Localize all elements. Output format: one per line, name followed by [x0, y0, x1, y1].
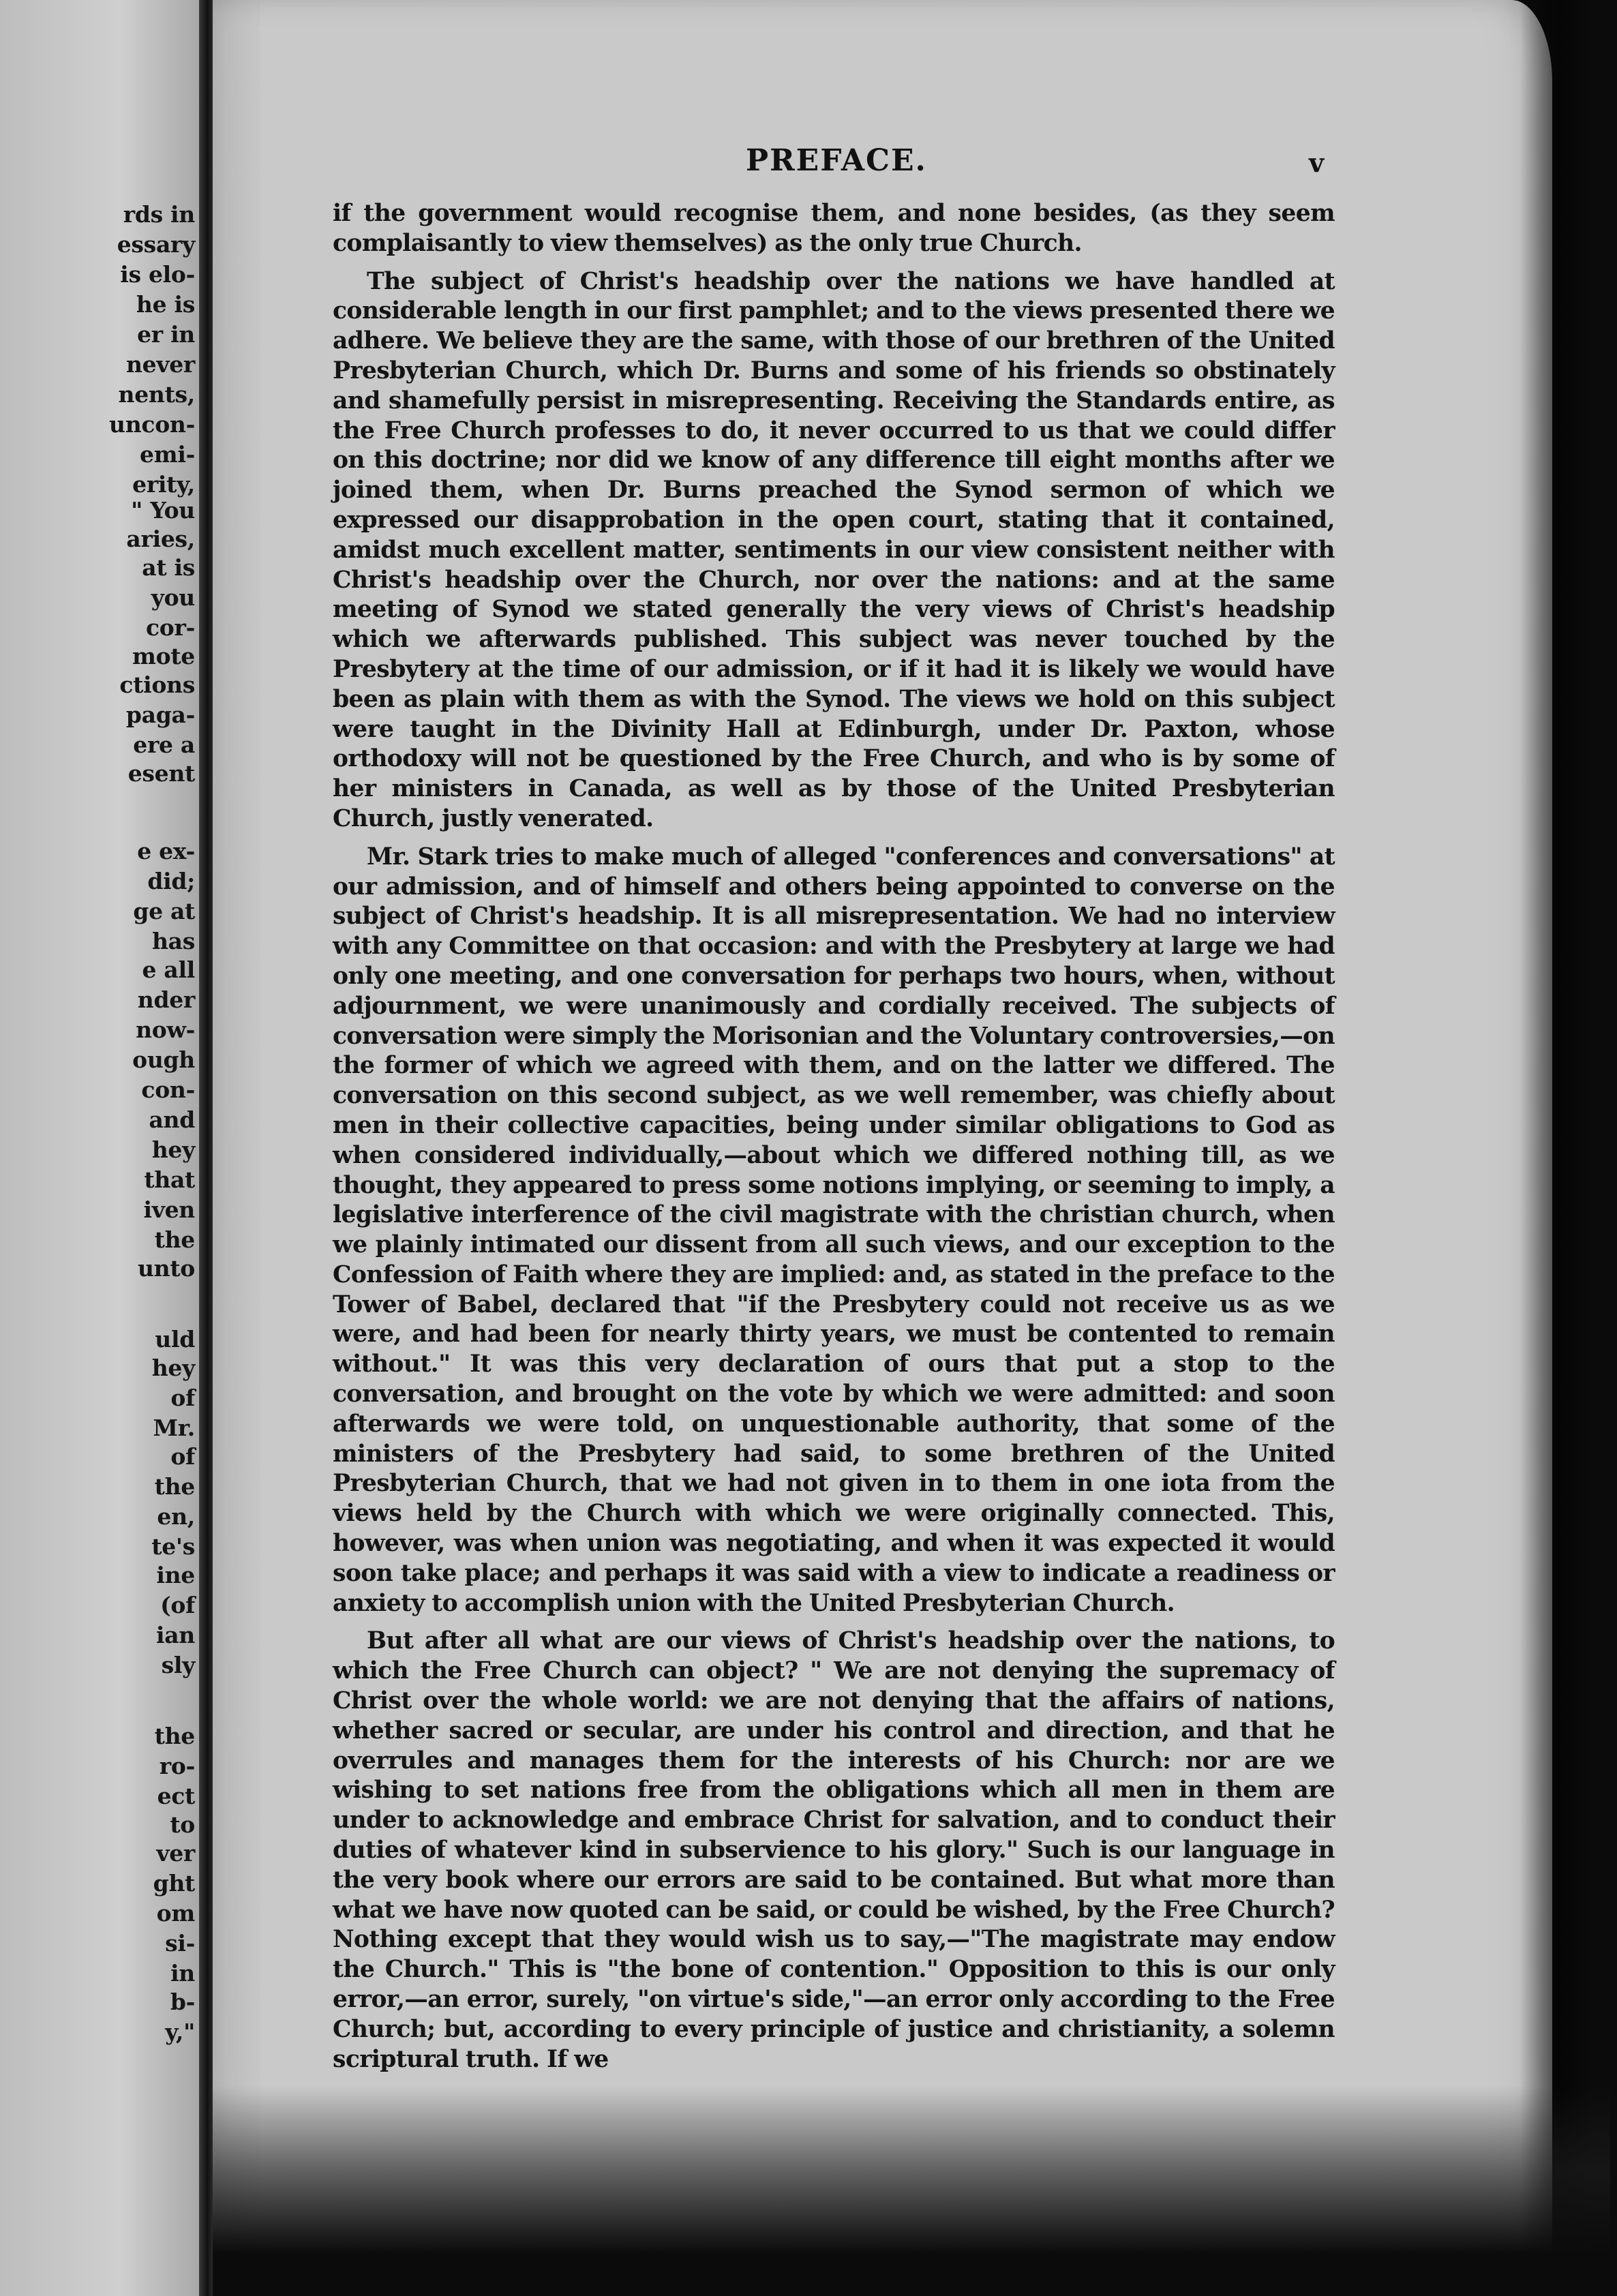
- previous-page-fragment: ere a: [133, 731, 195, 758]
- running-head: PREFACE.: [746, 143, 927, 178]
- paragraph: But after all what are our views of Christ's headship over the nations, to which the Free Church can object? " We are not denying the supremacy of Christ over the whole world: we are not denying that the affairs of nations, whether sacred or secular, are under his control and direction, and that he overrules and manages them for the interests of his Church: nor are we wishing to set nations free from the obligations which all men in them are under to acknowledge and embrace Christ for salvation, and to conduct their duties of whatever kind in subservience to his glory." Such is our language in the very book where our errors are said to be contained. But what more than what we have now quoted can be said, or could be wished, by the Free Church? Nothing except that they would wish us to say,—"The magistrate may endow the Church." This is "the bone of contention." Opposition to this is our only error,—an error, surely, "on virtue's side,"—an error only according to the Free Church; but, according to every principle of justice and christianity, a solemn scriptural truth. If we: [333, 1627, 1335, 2073]
- previous-page-fragment: hey: [151, 1355, 195, 1381]
- previous-page-fragment: er in: [137, 321, 195, 348]
- book-gutter: [199, 0, 213, 2296]
- previous-page-fragment: paga-: [125, 701, 195, 728]
- previous-page-fragment: te's: [151, 1533, 195, 1560]
- previous-page-fragment: ine: [156, 1562, 195, 1588]
- previous-page-fragment: e ex-: [137, 838, 195, 864]
- previous-page-fragment: the: [154, 1226, 195, 1253]
- previous-page-fragment: ro-: [159, 1753, 195, 1779]
- previous-page-fragment: con-: [141, 1076, 195, 1103]
- previous-page-fragment: rds in: [123, 201, 195, 228]
- previous-page-fragment: hey: [151, 1136, 195, 1163]
- previous-page-fragment: " You: [131, 497, 195, 524]
- previous-page-fragment: ge at: [133, 898, 195, 924]
- previous-page-fragment: is elo-: [120, 261, 195, 288]
- previous-page-fragment: uld: [155, 1326, 195, 1353]
- previous-page-fragment: en,: [157, 1503, 195, 1530]
- previous-page-text-fragments: [0, 0, 199, 2296]
- previous-page-fragment: cor-: [146, 614, 195, 641]
- previous-page-fragment: uncon-: [109, 411, 195, 438]
- previous-page-fragment: never: [125, 351, 195, 378]
- previous-page-fragment: e all: [142, 956, 195, 983]
- previous-page-fragment: (of: [160, 1592, 195, 1618]
- previous-page-fragment: aries,: [126, 526, 195, 552]
- previous-page-fragment: emi-: [140, 441, 195, 468]
- previous-page-fragment: ough: [132, 1046, 195, 1073]
- previous-page-fragment: nents,: [118, 381, 195, 408]
- previous-page-fragment: sly: [161, 1652, 195, 1678]
- previous-page-fragment: you: [151, 584, 195, 611]
- previous-page-fragment: ver: [156, 1840, 195, 1867]
- previous-page-fragment: si-: [165, 1930, 195, 1957]
- previous-page-fragment: mote: [132, 643, 195, 669]
- previous-page-fragment: has: [151, 928, 195, 954]
- previous-page-fragment: he is: [136, 291, 195, 318]
- paragraph: Mr. Stark tries to make much of alleged "conferences and conversations" at our admission, and of himself and others being appointed to converse on the subject of Christ's headship. It is all misrepresentation. We had no interview with any Committee on that occasion: and with the Presbytery at large we had only one meeting, and one conversation for perhaps two hours, when, without adjournment, we were unanimously and cordially received. The subjects of conversation were simply the Morisonian and the Voluntary controversies,—on the former of which we agreed with them, and on the latter we differed. The conversation on this second subject, as we well remember, was chiefly about men in their collective capacities, being under similar obligations to God as when considered individually,—about which we differed nothing till, as we thought, they appeared to press some notions implying, or seeming to imply, a legislative interference of the civil magistrate with the christian church, when we plainly intimated our dissent from all such views, and our exception to the Confession of Faith where they are implied: and, as stated in the preface to the Tower of Babel, declared that "if the Presbytery could not receive us as we were, and had been for nearly thirty years, we must be contented to remain without." It was this very declaration of ours that put a stop to the conversation, and brought on the vote by which we were admitted: and soon afterwards we were told, on unquestionable authority, that some of the ministers of the Presbytery had said, to some brethren of the United Presbyterian Church, that we had not given in to them in one iota from the views held by the Church with which we were originally connected. This, however, was when union was negotiating, and when it was expected it would soon take place; and perhaps it was said with a view to indicate a readiness or anxiety to accomplish union with the United Presbyterian Church.: [333, 843, 1335, 1617]
- previous-page-fragment: to: [170, 1811, 195, 1838]
- previous-page-fragment: b-: [170, 1989, 195, 2015]
- previous-page-fragment: unto: [137, 1255, 195, 1282]
- previous-page-fragment: erity,: [132, 471, 195, 498]
- body-text: [333, 199, 1335, 2083]
- previous-page-fragment: om: [156, 1900, 195, 1927]
- previous-page-fragment: esent: [127, 760, 195, 787]
- previous-page-fragment: Mr.: [153, 1415, 195, 1441]
- previous-page-fragment: now-: [136, 1016, 195, 1043]
- previous-page-fragment: the: [154, 1473, 195, 1500]
- previous-page-fragment: ect: [157, 1783, 195, 1809]
- previous-page-fragment: iven: [143, 1196, 195, 1223]
- previous-page-fragment: in: [170, 1960, 195, 1987]
- previous-page-fragment: did;: [147, 868, 195, 894]
- paragraph: if the government would recognise them, and none besides, (as they seem complaisantly to view themselves) as the only true Church.: [333, 200, 1335, 257]
- paragraph: The subject of Christ's headship over the nations we have handled at considerable length in our first pamphlet; and to the views presented there we adhere. We believe they are the same, with those of our brethren of the United Presbyterian Church, which Dr. Burns and some of his friends so obstinately and shamefully persist in misrepresenting. Receiving the Standards entire, as the Free Church professes to do, it never occurred to us that we could differ on this doctrine; nor did we know of any difference till eight months after we joined them, when Dr. Burns preached the Synod sermon of which we expressed our disapprobation in the open court, stating that it contained, amidst much excellent matter, sentiments in our view consistent neither with Christ's headship over the Church, nor over the nations: and at the same meeting of Synod we stated generally the very views of Christ's headship which we afterwards published. This subject was never touched by the Presbytery at the time of our admission, or if it had it is likely we would have been as plain with them as with the Synod. The views we hold on this subject were taught in the Divinity Hall at Edinburgh, under Dr. Paxton, whose orthodoxy will not be questioned by the Free Church, and who is by some of her ministers in Canada, as well as by those of the United Presbyterian Church, justly venerated.: [333, 267, 1335, 832]
- previous-page-fragment: ian: [155, 1622, 195, 1648]
- previous-page-fragment: and: [149, 1106, 195, 1133]
- previous-page-fragment: y,": [165, 2019, 195, 2045]
- torn-right-edge: [1520, 0, 1617, 2296]
- previous-page-fragment: of: [170, 1443, 195, 1470]
- previous-page-fragment: nder: [137, 986, 195, 1013]
- previous-page-fragment: that: [144, 1166, 195, 1193]
- previous-page-fragment: the: [154, 1723, 195, 1749]
- previous-page-fragment: ctions: [119, 671, 195, 698]
- previous-page-fragment: at is: [142, 554, 195, 581]
- previous-page-fragment: ght: [153, 1870, 195, 1897]
- page-number: v: [1309, 147, 1325, 178]
- torn-bottom-edge: [213, 2086, 1610, 2296]
- previous-page-fragment: of: [170, 1385, 195, 1411]
- previous-page-fragment: essary: [117, 231, 195, 258]
